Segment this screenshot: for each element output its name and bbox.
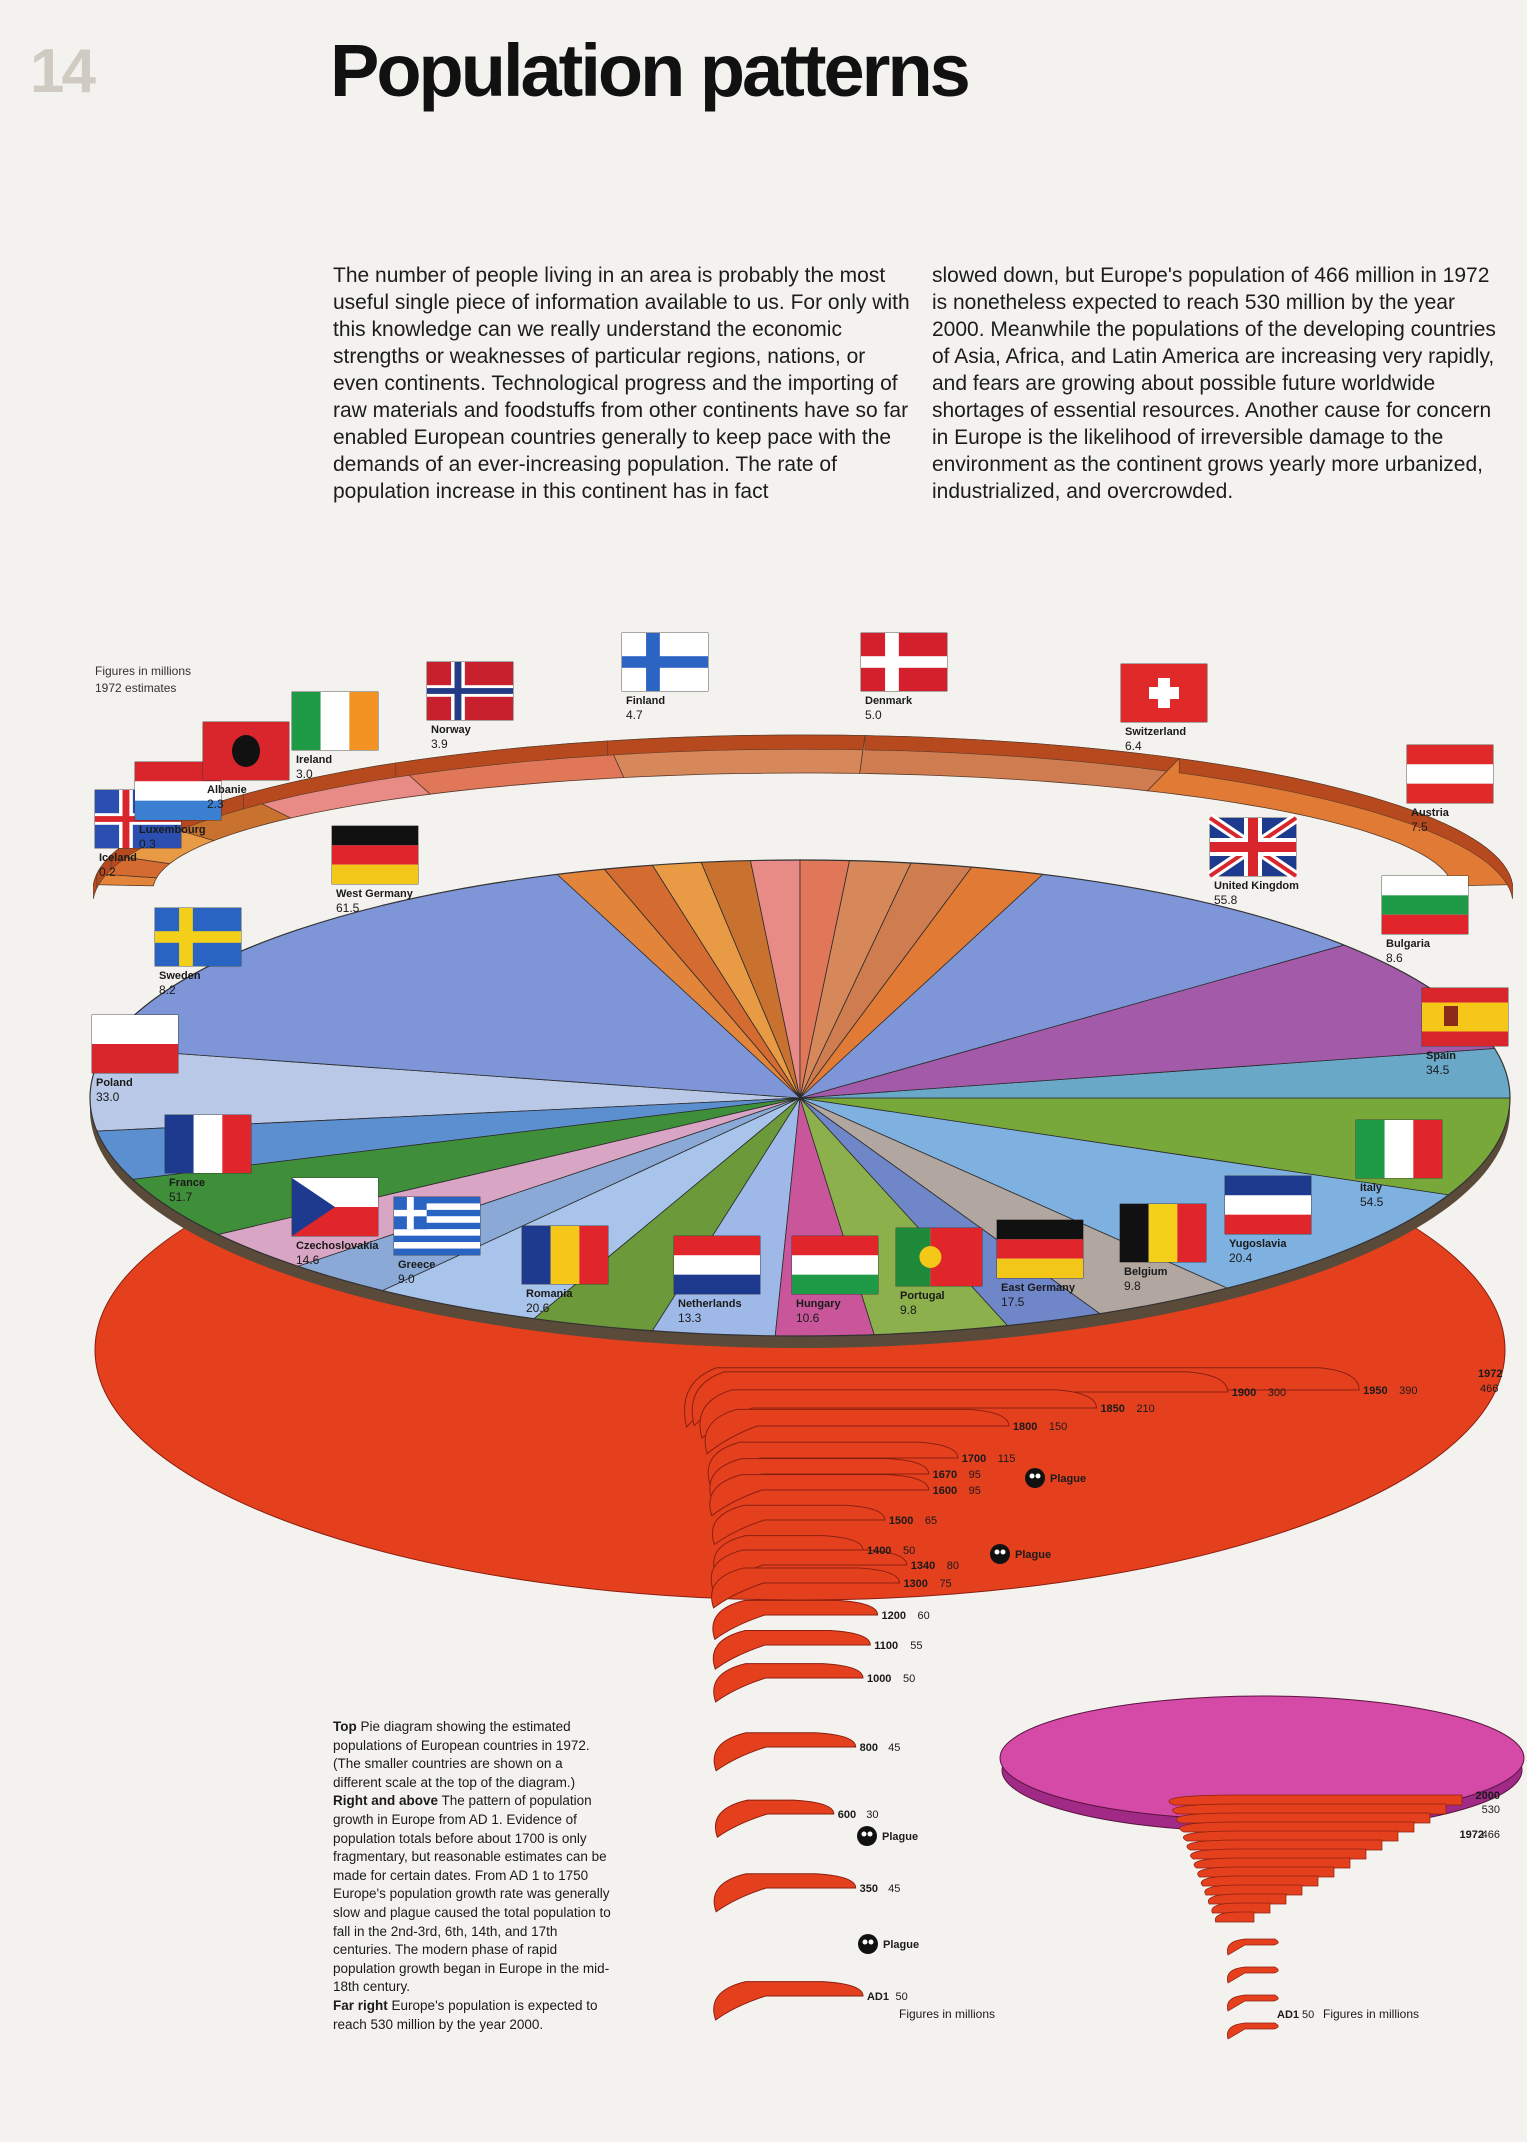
- future-layer-14: [1215, 1912, 1254, 1922]
- history-layer-350: [714, 1874, 856, 1912]
- history-value-1850: 210: [1136, 1403, 1155, 1415]
- skull-icon: [990, 1544, 1010, 1564]
- country-name-france: France: [169, 1177, 206, 1189]
- history-year-1972: 1972: [1478, 1368, 1503, 1380]
- intro-column-2: slowed down, but Europe's population of 466 million in 1972 is nonetheless expected to reach 530 million by the year 2000. Meanwhile the populations of the developing countries of Asia, Africa, and Latin America are increasing very rapidly, and fears are growing about possible future worldwide shortages of essential resources. Another cause for concern in Europe is the likelihood of irreversible damage to the environment as the continent grows yearly more urbanized, industrialized, and overcrowded.: [932, 264, 1496, 503]
- page-number: 14: [30, 37, 93, 106]
- skull-icon: [858, 1934, 878, 1954]
- history-layer-1000: [714, 1664, 863, 1702]
- country-value-netherlands: 13.3: [678, 1311, 702, 1325]
- country-name-austria: Austria: [1411, 807, 1449, 819]
- country-name-romania: Romania: [526, 1288, 573, 1300]
- skull-icon: [1025, 1468, 1045, 1488]
- future-layer-5: [1183, 1831, 1398, 1841]
- country-value-sweden: 8.2: [159, 983, 176, 997]
- plague-label-2: Plague: [1015, 1549, 1052, 1561]
- country-value-belgium: 9.8: [1124, 1279, 1141, 1293]
- future-layer-12: [1208, 1894, 1286, 1904]
- history-value-350: 45: [888, 1883, 901, 1895]
- label-norway: [431, 724, 472, 751]
- history-year-1000: 1000: [866, 1673, 892, 1685]
- label-denmark: [865, 695, 913, 722]
- history-year-1670: 1670: [932, 1469, 958, 1481]
- future-layer-9: [1198, 1867, 1334, 1877]
- history-value-1000: 50: [902, 1673, 916, 1685]
- country-value-yugoslavia: 20.4: [1229, 1251, 1253, 1265]
- caption: [333, 1718, 613, 2034]
- country-value-greece: 9.0: [398, 1272, 415, 1286]
- history-year-1100: 1100: [874, 1640, 899, 1652]
- intro-column-1: The number of people living in an area is probably the most useful single piece of information available to us. For only with this knowledge can we really understand the economic strengths or weaknesses of particular regions, nations, or even continents. Technological progress and the importing of raw materials and foodstuffs from other continents have so far enabled European countries generally to keep pace with the demands of an ever-increasing population. The rate of population increase in this continent has in fact: [333, 264, 910, 503]
- country-value-romania: 20.6: [526, 1301, 550, 1315]
- country-name-portugal: Portugal: [900, 1290, 945, 1302]
- future-small-layer-1: [1227, 1939, 1278, 1955]
- future-year-2000: 2000: [1475, 1790, 1500, 1802]
- flag-denmark: [861, 633, 947, 722]
- history-value-1972: 466: [1480, 1383, 1499, 1395]
- future-value-ad1: 50: [1302, 2009, 1315, 2021]
- estimates-note: 1972 estimates: [95, 681, 177, 695]
- flag-united-kingdom: [1210, 818, 1299, 907]
- caption-right-text: The pattern of population growth in Europe from AD 1. Evidence of population totals before about 1700 is only fragmentary, but reasonable estimates can be made for certain dates. From AD 1 to 1750 Europe's population growth rate was generally slow and plague caused the total population to fall in the 2nd-3rd, 6th, 14th, and 17th centuries. The modern phase of rapid population growth began in Europe in the mid-18th century.: [333, 1793, 611, 1995]
- country-value-west-germany: 61.5: [336, 901, 360, 915]
- history-layer-800: [714, 1733, 856, 1771]
- country-value-switzerland: 6.4: [1125, 739, 1142, 753]
- country-name-spain: Spain: [1426, 1050, 1456, 1062]
- country-value-norway: 3.9: [431, 737, 448, 751]
- country-name-bulgaria: Bulgaria: [1386, 938, 1431, 950]
- future-unit-label: Figures in millions: [1323, 2007, 1420, 2021]
- country-name-ireland: Ireland: [296, 754, 333, 766]
- history-year-1200: 1200: [881, 1610, 907, 1622]
- label-finland: [626, 695, 665, 722]
- country-value-finland: 4.7: [626, 708, 643, 722]
- history-year-1700: 1700: [961, 1453, 987, 1465]
- flag-austria: [1407, 745, 1493, 834]
- country-name-czechoslovakia: Czechoslovakia: [296, 1240, 379, 1252]
- history-year-1850: 1850: [1100, 1403, 1125, 1415]
- caption-right-head: Right and above: [333, 1793, 439, 1809]
- history-value-ad1: 50: [895, 1991, 908, 2003]
- country-value-spain: 34.5: [1426, 1063, 1450, 1077]
- country-value-poland: 33.0: [96, 1090, 120, 1104]
- country-value-united-kingdom: 55.8: [1214, 893, 1238, 907]
- page-title: Population patterns: [330, 29, 968, 112]
- flag-bulgaria: [1382, 876, 1468, 965]
- caption-far-head: Far right: [333, 1997, 388, 2013]
- country-name-united-kingdom: United Kingdom: [1214, 880, 1299, 892]
- country-value-portugal: 9.8: [900, 1303, 917, 1317]
- country-value-bulgaria: 8.6: [1386, 951, 1403, 965]
- history-value-600: 30: [866, 1809, 879, 1821]
- history-value-1670: 95: [968, 1469, 981, 1481]
- country-name-norway: Norway: [431, 724, 471, 736]
- country-name-netherlands: Netherlands: [678, 1298, 742, 1310]
- future-layer-11: [1205, 1885, 1302, 1895]
- plague-marker-4: [858, 1934, 919, 1954]
- country-name-poland: Poland: [96, 1077, 133, 1089]
- plague-label-1: Plague: [1050, 1473, 1087, 1485]
- country-value-czechoslovakia: 14.6: [296, 1253, 320, 1267]
- future-layer-13: [1212, 1903, 1270, 1913]
- country-name-hungary: Hungary: [796, 1298, 841, 1310]
- future-layer-8: [1194, 1858, 1350, 1868]
- history-layer-ad1: [714, 1982, 863, 2020]
- future-layer-1: [1169, 1795, 1462, 1805]
- history-year-1950: 1950: [1363, 1385, 1388, 1397]
- band-iceland-rim: [93, 874, 97, 899]
- future-layer-7: [1190, 1849, 1366, 1859]
- future-small-layer-4: [1227, 2023, 1278, 2039]
- history-value-1700: 115: [997, 1453, 1016, 1465]
- country-name-greece: Greece: [398, 1259, 436, 1271]
- future-layer-3: [1176, 1813, 1430, 1823]
- history-year-600: 600: [837, 1809, 857, 1821]
- history-year-1800: 1800: [1012, 1421, 1038, 1433]
- country-name-sweden: Sweden: [159, 970, 201, 982]
- label-bulgaria: [1386, 938, 1431, 965]
- future-year-ad1: AD1: [1277, 2009, 1300, 2021]
- country-value-hungary: 10.6: [796, 1311, 820, 1325]
- caption-top-head: Top: [333, 1719, 357, 1734]
- country-value-france: 51.7: [169, 1190, 193, 1204]
- country-name-italy: Italy: [1360, 1182, 1383, 1194]
- figures-note: Figures in millions: [95, 664, 192, 678]
- country-name-yugoslavia: Yugoslavia: [1229, 1238, 1287, 1250]
- flag-switzerland: [1121, 664, 1207, 753]
- history-year-1500: 1500: [888, 1515, 914, 1527]
- country-value-iceland: 0.2: [99, 865, 116, 879]
- country-value-austria: 7.5: [1411, 820, 1428, 834]
- future-small-layer-2: [1227, 1967, 1278, 1983]
- future-layer-10: [1201, 1876, 1318, 1886]
- country-name-finland: Finland: [626, 695, 666, 707]
- history-value-1500: 65: [924, 1515, 938, 1527]
- plague-marker-3: [857, 1826, 918, 1846]
- history-year-1600: 1600: [932, 1485, 958, 1497]
- history-unit-label: Figures in millions: [899, 2007, 996, 2021]
- country-value-denmark: 5.0: [865, 708, 882, 722]
- caption-far-text: Europe's population is expected to reach 530 million by the year 2000.: [333, 1997, 598, 2032]
- plague-label-3: Plague: [882, 1831, 919, 1843]
- label-united-kingdom: [1214, 880, 1299, 907]
- country-value-italy: 54.5: [1360, 1195, 1384, 1209]
- country-value-luxembourg: 0.3: [139, 837, 156, 851]
- future-layer-4: [1180, 1822, 1414, 1832]
- history-value-1100: 55: [910, 1640, 923, 1652]
- history-value-1300: 75: [939, 1578, 952, 1590]
- country-name-albanie: Albanie: [207, 784, 247, 796]
- country-name-east-germany: East Germany: [1001, 1282, 1075, 1294]
- history-year-800: 800: [859, 1742, 879, 1754]
- future-year-1972: 1972: [1459, 1829, 1484, 1841]
- country-name-belgium: Belgium: [1124, 1266, 1168, 1278]
- history-value-800: 45: [888, 1742, 901, 1754]
- country-value-ireland: 3.0: [296, 767, 313, 781]
- history-year-ad1: AD1: [866, 1991, 889, 2003]
- future-value-1972: 466: [1481, 1829, 1500, 1841]
- country-value-east-germany: 17.5: [1001, 1295, 1025, 1309]
- future-projection-chart: [1000, 1696, 1524, 2039]
- country-name-west-germany: West Germany: [336, 888, 413, 900]
- country-name-iceland: Iceland: [99, 852, 137, 864]
- history-value-1900: 300: [1267, 1387, 1287, 1399]
- history-year-1400: 1400: [866, 1545, 892, 1557]
- country-name-luxembourg: Luxembourg: [139, 824, 206, 836]
- future-value-2000: 530: [1481, 1804, 1500, 1816]
- future-small-layer-3: [1227, 1995, 1278, 2011]
- country-name-switzerland: Switzerland: [1125, 726, 1187, 738]
- history-value-1400: 50: [902, 1545, 916, 1557]
- history-value-1340: 80: [946, 1560, 959, 1572]
- flag-norway: [427, 662, 513, 751]
- history-year-350: 350: [859, 1883, 879, 1895]
- flag-finland: [622, 633, 708, 722]
- skull-icon: [857, 1826, 877, 1846]
- history-value-1200: 60: [917, 1610, 930, 1622]
- future-layer-2: [1173, 1804, 1446, 1814]
- history-year-1900: 1900: [1231, 1387, 1257, 1399]
- country-value-albanie: 2.3: [207, 797, 224, 811]
- history-layer-600: [715, 1800, 833, 1837]
- history-year-1300: 1300: [903, 1578, 928, 1590]
- label-switzerland: [1125, 726, 1186, 753]
- plague-label-4: Plague: [883, 1939, 920, 1951]
- history-value-1800: 150: [1048, 1421, 1068, 1433]
- country-name-denmark: Denmark: [865, 695, 913, 707]
- label-italy: [1360, 1182, 1384, 1209]
- history-year-1340: 1340: [910, 1560, 936, 1572]
- future-layer-6: [1187, 1840, 1382, 1850]
- history-value-1600: 95: [968, 1485, 981, 1497]
- caption-top-text: Pie diagram showing the estimated populations of European countries in 1972. (The smaller countries are shown on a different scale at the top of the diagram.): [333, 1719, 590, 1790]
- history-value-1950: 390: [1399, 1385, 1418, 1397]
